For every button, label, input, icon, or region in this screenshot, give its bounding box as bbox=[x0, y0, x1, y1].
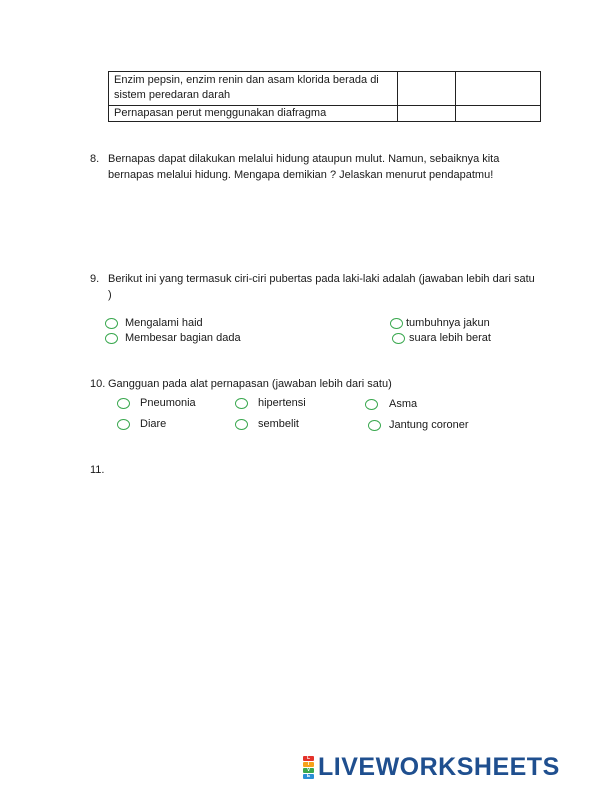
answer-cell-false[interactable] bbox=[456, 106, 541, 122]
table-row bbox=[109, 72, 541, 106]
radio-circle[interactable] bbox=[117, 419, 130, 430]
question-10-text: Gangguan pada alat pernapasan (jawaban lebih dari satu) bbox=[108, 378, 392, 390]
option-tumbuhnya-jakun[interactable] bbox=[390, 316, 490, 330]
question-8-answer-area[interactable] bbox=[108, 190, 540, 260]
option-pneumonia[interactable] bbox=[117, 396, 196, 410]
option-label: sembelit bbox=[258, 418, 299, 430]
question-8-text: Bernapas dapat dilakukan melalui hidung ataupun mulut. Namun, sebaiknya kita bernapas melalui hidung. Mengapa demikian ? Jelaskan menurut pendapatmu! bbox=[108, 153, 500, 181]
radio-circle[interactable] bbox=[368, 420, 381, 431]
logo-text: LIVEWORKSHEETS bbox=[318, 753, 560, 781]
radio-circle[interactable] bbox=[392, 333, 405, 344]
option-label: Membesar bagian dada bbox=[125, 332, 241, 344]
option-asma[interactable] bbox=[365, 397, 417, 411]
option-label: suara lebih berat bbox=[409, 332, 491, 344]
option-label: Asma bbox=[389, 398, 418, 410]
option-label: tumbuhnya jakun bbox=[406, 317, 490, 329]
option-label: Mengalami haid bbox=[125, 317, 203, 329]
option-label: Jantung coroner bbox=[389, 419, 469, 431]
option-diare[interactable] bbox=[117, 417, 166, 431]
radio-circle[interactable] bbox=[105, 333, 118, 344]
option-mengalami-haid[interactable] bbox=[105, 316, 203, 330]
answer-cell-false[interactable] bbox=[456, 72, 541, 106]
answer-cell-true[interactable] bbox=[398, 72, 456, 106]
logo-mark-icon bbox=[303, 756, 314, 779]
option-label: Pneumonia bbox=[140, 397, 196, 409]
option-suara-lebih-berat[interactable] bbox=[392, 331, 491, 345]
logo-letter: E bbox=[303, 774, 314, 779]
question-8-number: 8. bbox=[90, 153, 100, 165]
radio-circle[interactable] bbox=[235, 398, 248, 409]
table-statement: Enzim pepsin, enzim renin dan asam klorida berada di sistem peredaran darah bbox=[109, 72, 398, 106]
option-label: hipertensi bbox=[258, 397, 306, 409]
radio-circle[interactable] bbox=[365, 399, 378, 410]
radio-circle[interactable] bbox=[235, 419, 248, 430]
true-false-table bbox=[108, 71, 541, 122]
question-9-number: 9. bbox=[90, 273, 100, 285]
option-sembelit[interactable] bbox=[235, 417, 299, 431]
option-label: Diare bbox=[140, 418, 167, 430]
answer-cell-true[interactable] bbox=[398, 106, 456, 122]
table-statement: Pernapasan perut menggunakan diafragma bbox=[109, 106, 398, 122]
option-membesar-bagian-dada[interactable] bbox=[105, 331, 241, 345]
question-11-number: 11. bbox=[90, 464, 105, 476]
question-10-number: 10. bbox=[90, 378, 106, 390]
logo-letter: I bbox=[303, 762, 314, 767]
logo-letter: V bbox=[303, 768, 314, 773]
radio-circle[interactable] bbox=[117, 398, 130, 409]
table-row bbox=[109, 106, 541, 122]
question-9-text: Berikut ini yang termasuk ciri-ciri pubertas pada laki-laki adalah (jawaban lebih dari satu ) bbox=[108, 273, 535, 301]
option-jantung-coroner[interactable] bbox=[368, 418, 469, 432]
liveworksheets-logo bbox=[303, 754, 560, 780]
radio-circle[interactable] bbox=[390, 318, 403, 329]
radio-circle[interactable] bbox=[105, 318, 118, 329]
logo-letter: L bbox=[303, 756, 314, 761]
option-hipertensi[interactable] bbox=[235, 396, 306, 410]
